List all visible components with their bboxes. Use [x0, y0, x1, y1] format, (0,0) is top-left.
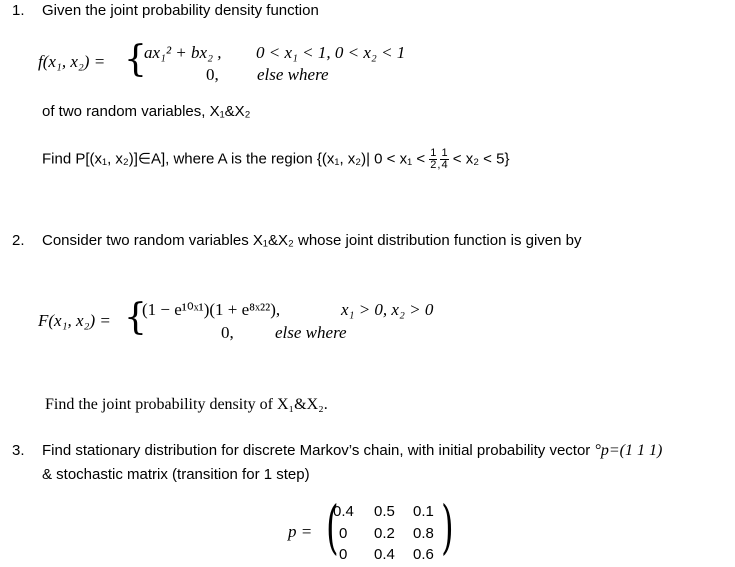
q2-case1-cond: x₁ > 0, x₂ > 0: [341, 300, 434, 319]
matrix-cell: 0.2: [374, 525, 395, 542]
q1-of-text: of two random variables, X₁&X₂: [42, 103, 251, 120]
q1-case2-cond: else where: [257, 65, 329, 84]
matrix-cell: 0.4: [374, 546, 395, 563]
matrix-cell: 0: [339, 546, 348, 563]
q2-number: 2.: [12, 232, 25, 249]
q3-line1: [42, 442, 662, 460]
q1-case1-expr: ax₁² + bx₂ ,: [144, 43, 222, 62]
matrix-cell: 0.5: [374, 503, 395, 520]
q1-frac2-num: 1: [441, 147, 448, 159]
q3-line1-text: Find stationary distribution for discrete Markov’s chain, with initial probability vector: [42, 442, 595, 459]
q2-find-text: Find the joint probability density of X₁&X₂.: [45, 396, 328, 413]
q1-case2-expr: 0,: [206, 65, 219, 84]
q1-frac1-den: 2: [430, 159, 437, 171]
q1-number: 1.: [12, 2, 25, 19]
q1-find-text: Find P[(x₁, x₂)]∈A], where A is the region {(x₁, x₂)| 0 < x₁ <: [42, 150, 426, 168]
q1-frac-1: [429, 148, 437, 171]
q3-p-lhs: p =: [288, 522, 313, 541]
matrix-cell: 0: [339, 525, 348, 542]
q1-f-lhs: f(x₁, x₂) =: [38, 52, 106, 71]
q1-frac-sep: ,: [437, 159, 441, 171]
matrix-cell: 0.4: [333, 503, 354, 520]
matrix-right-paren: ): [441, 493, 454, 561]
matrix-cell: 0.1: [413, 503, 434, 520]
q3-line2: & stochastic matrix (transition for 1 step): [42, 466, 310, 483]
q2-case1-expr: (1 − e¹⁰ˣ¹)(1 + e⁸ˣ²²),: [142, 300, 281, 319]
q1-case1-cond: 0 < x₁ < 1, 0 < x₂ < 1: [256, 43, 406, 62]
matrix-cell: 0.8: [413, 525, 434, 542]
q1-title: Given the joint probability density function: [42, 2, 319, 19]
q3-initial-vector: °p=(1 1 1): [594, 442, 663, 459]
q1-frac-2: [440, 148, 448, 171]
q1-find: [42, 148, 509, 171]
q2-case2-cond: else where: [275, 323, 347, 342]
q1-frac1-num: 1: [430, 147, 437, 159]
q2-case2-expr: 0,: [221, 323, 234, 342]
q1-find-tail: < x₂ < 5}: [452, 150, 510, 168]
q3-number: 3.: [12, 442, 25, 459]
q2-title: Consider two random variables X₁&X₂ whose joint distribution function is given by: [42, 232, 582, 249]
matrix-cell: 0.6: [413, 546, 434, 563]
matrix-left-paren: (: [326, 493, 339, 561]
q2-brace: {: [124, 297, 147, 338]
q2-F-lhs: F(x₁, x₂) =: [38, 311, 111, 330]
q1-brace: {: [124, 39, 147, 80]
q1-frac2-den: 4: [441, 159, 448, 171]
